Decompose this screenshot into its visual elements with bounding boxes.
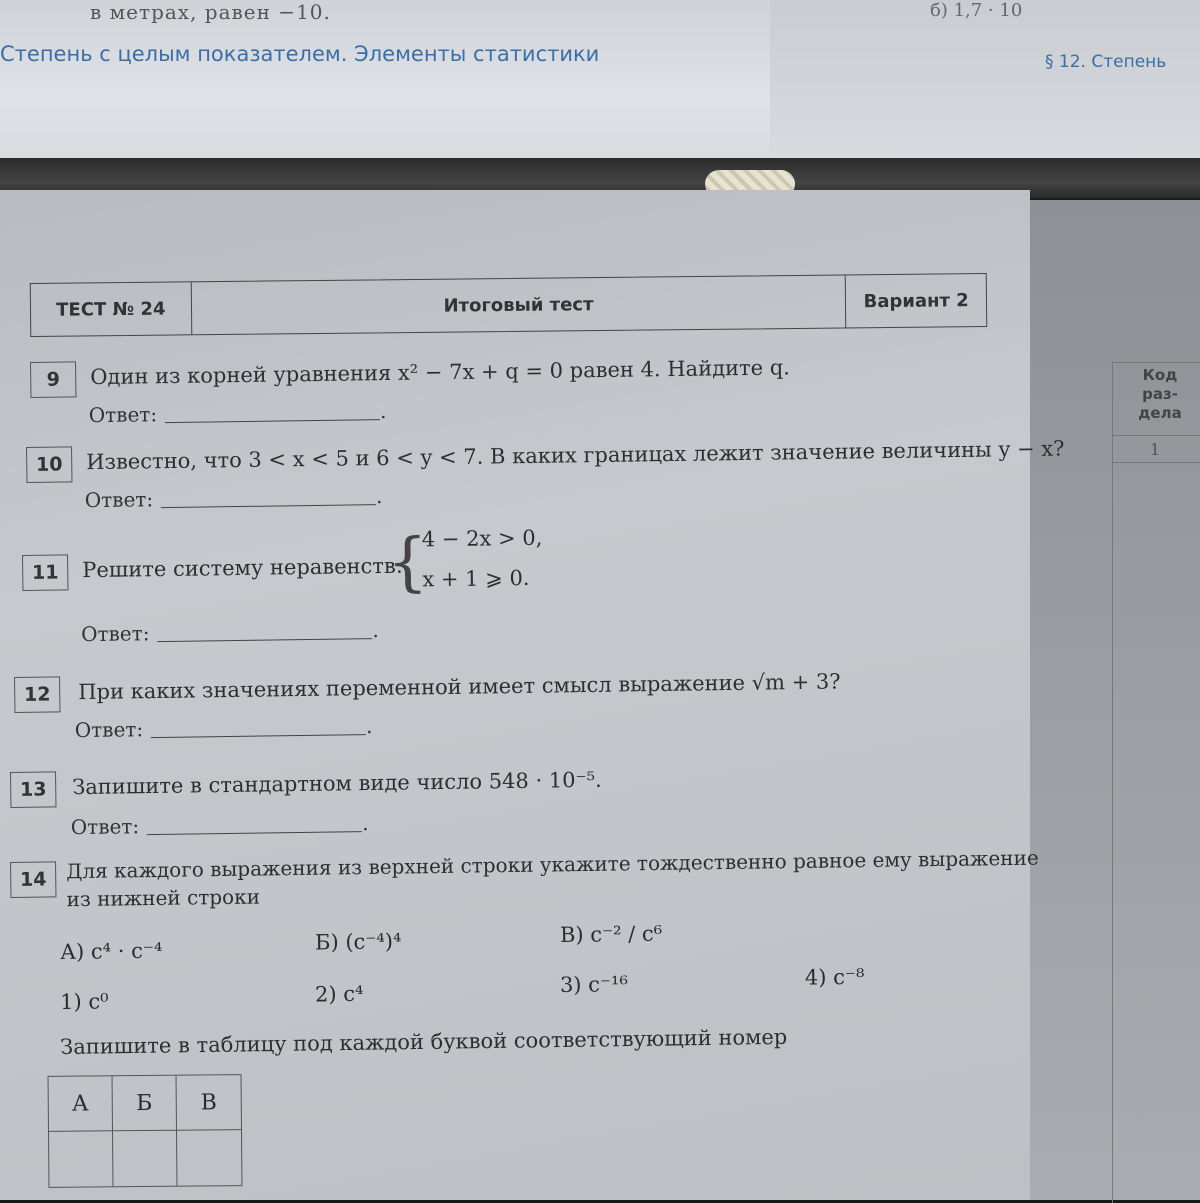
question-text: Запишите в стандартном виде число 548 · 10⁻⁵. [72,767,602,800]
question-number: 12 [14,676,60,713]
table-header-c: В [177,1075,241,1131]
table-header-a: А [49,1076,113,1132]
question-text: Для каждого выражения из верхней строки укажите тождественно равное ему выражение [65,845,1039,884]
answer-field[interactable]: Ответ: . [74,714,373,743]
section-title: Степень с целым показателем. Элементы статистики [0,42,600,66]
code-column-value: 1 [1150,440,1161,459]
answer-table [48,1074,243,1188]
answer-line[interactable] [158,638,373,642]
test-header [30,273,988,337]
system-brace: { [386,525,429,600]
option-b: Б) (c⁻⁴)⁴ [314,929,402,955]
table-cell-b[interactable] [113,1131,177,1187]
previous-page-right-text: б) 1,7 · 10 [930,0,1023,21]
answer-line[interactable] [151,734,366,738]
answer-line[interactable] [165,419,380,423]
previous-page-top [0,0,770,165]
answer-label: Ответ: [88,402,158,428]
choice-1: 1) c⁰ [60,989,109,1014]
option-a: А) c⁴ · c⁻⁴ [60,938,163,964]
question-number: 14 [10,861,56,898]
choice-4: 4) c⁻⁸ [804,964,865,990]
table-header-b: Б [113,1076,177,1132]
question-text: При каких значениях переменной имеет смысл выражение √m + 3? [78,669,841,705]
question-text: Решите систему неравенств: [82,553,403,583]
question-number: 10 [26,446,72,483]
test-variant: Вариант 2 [863,289,969,312]
answer-label: Ответ: [70,814,140,840]
answer-field[interactable]: Ответ: . [70,811,369,840]
question-text-line-2: из нижней строки [66,884,261,912]
code-column-label: Код раз- дела [1138,366,1182,422]
answer-field[interactable]: Ответ: . [80,618,379,647]
previous-page-right [770,0,1200,175]
right-section-title: § 12. Степень [1045,52,1167,72]
test-title: Итоговый тест [191,275,846,334]
answer-label: Ответ: [74,717,144,743]
answer-line[interactable] [161,504,376,508]
test-number: ТЕСТ № 24 [31,282,192,336]
table-cell-c[interactable] [177,1130,241,1186]
table-cell-a[interactable] [49,1131,113,1187]
question-number: 9 [30,361,76,398]
code-divider [1112,462,1200,463]
question-number: 13 [10,771,56,808]
question-text: Один из корней уравнения x² − 7x + q = 0 равен 4. Найдите q. [90,355,791,390]
choice-3: 3) c⁻¹⁶ [559,972,629,998]
option-c: В) c⁻² / c⁶ [559,921,663,948]
previous-page-text: в метрах, равен −10. [90,0,331,24]
choice-2: 2) c⁴ [314,981,364,1007]
question-text: Известно, что 3 < x < 5 и 6 < y < 7. В каких границах лежит значение величины y − x? [86,436,1065,475]
code-column [1112,362,1200,1203]
answer-label: Ответ: [80,621,150,647]
question-number: 11 [22,554,68,591]
system-line-1: 4 − 2x > 0, [421,525,543,552]
answer-label: Ответ: [84,487,154,513]
code-divider [1112,435,1200,436]
answer-line[interactable] [147,831,362,835]
answer-field[interactable]: Ответ: . [88,399,387,428]
answer-field[interactable]: Ответ: . [84,484,383,513]
system-line-2: x + 1 ⩾ 0. [422,565,530,592]
q14-instruction: Запишите в таблицу под каждой буквой соответствующий номер [60,1024,788,1059]
